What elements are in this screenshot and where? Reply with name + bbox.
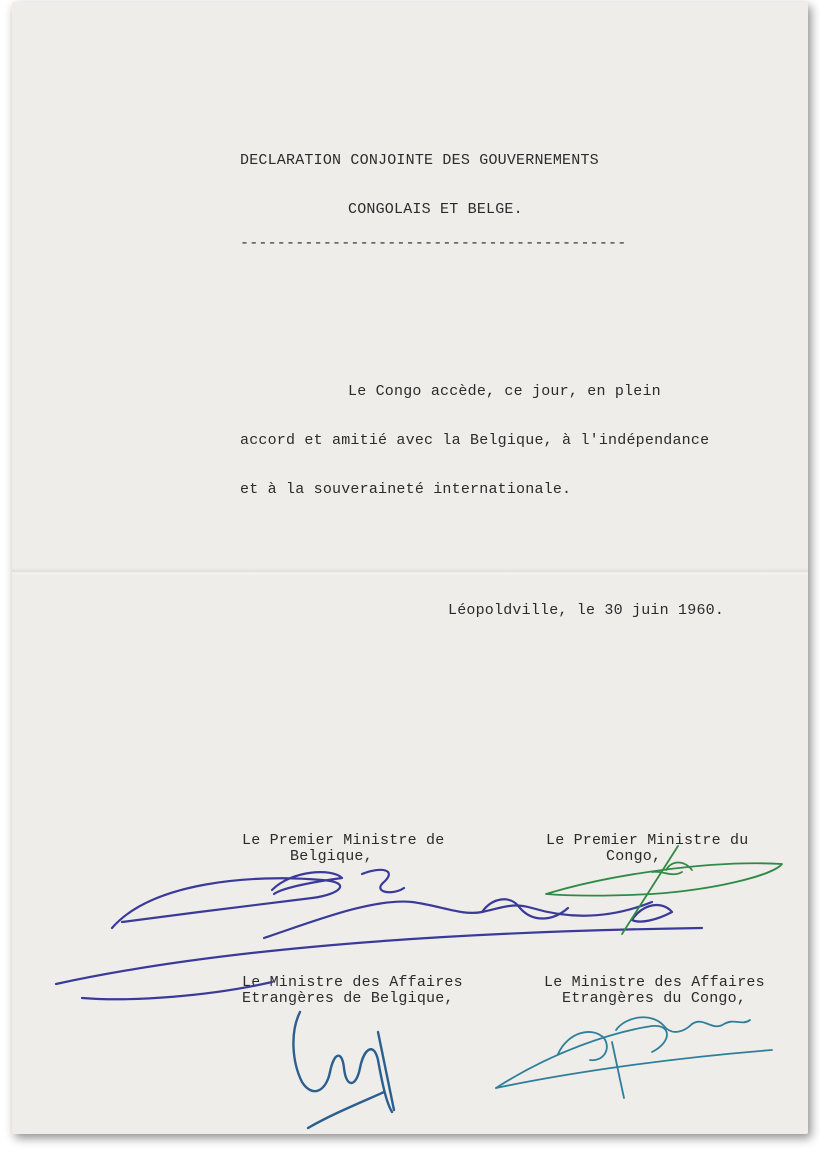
pm-congo-country: Congo, — [606, 848, 662, 865]
place-date: Léopoldville, le 30 juin 1960. — [448, 602, 725, 619]
fm-congo-country: Etrangères du Congo, — [562, 990, 747, 1007]
body-line-3: et à la souveraineté internationale. — [240, 481, 572, 498]
document-sheet — [12, 2, 808, 1134]
signature-fm-congo — [496, 1017, 772, 1098]
signature-pm-congo — [546, 846, 782, 934]
title-rule: ------------------------------------------ — [240, 235, 627, 252]
fm-congo-title: Le Ministre des Affaires — [544, 974, 765, 991]
body-line-2: accord et amitié avec la Belgique, à l'indépendance — [240, 432, 710, 449]
pm-belgium-country: Belgique, — [290, 848, 373, 865]
pm-belgium-title: Le Premier Ministre de — [242, 832, 445, 849]
signature-fm-belgium — [293, 1012, 394, 1128]
fm-belgium-country: Etrangères de Belgique, — [242, 990, 454, 1007]
pm-congo-title: Le Premier Ministre du — [546, 832, 749, 849]
paper-fold — [12, 568, 808, 576]
title-line-1: DECLARATION CONJOINTE DES GOUVERNEMENTS — [240, 152, 599, 169]
body-line-1: Le Congo accède, ce jour, en plein — [348, 383, 661, 400]
fm-belgium-title: Le Ministre des Affaires — [242, 974, 463, 991]
title-line-2: CONGOLAIS ET BELGE. — [348, 201, 523, 218]
